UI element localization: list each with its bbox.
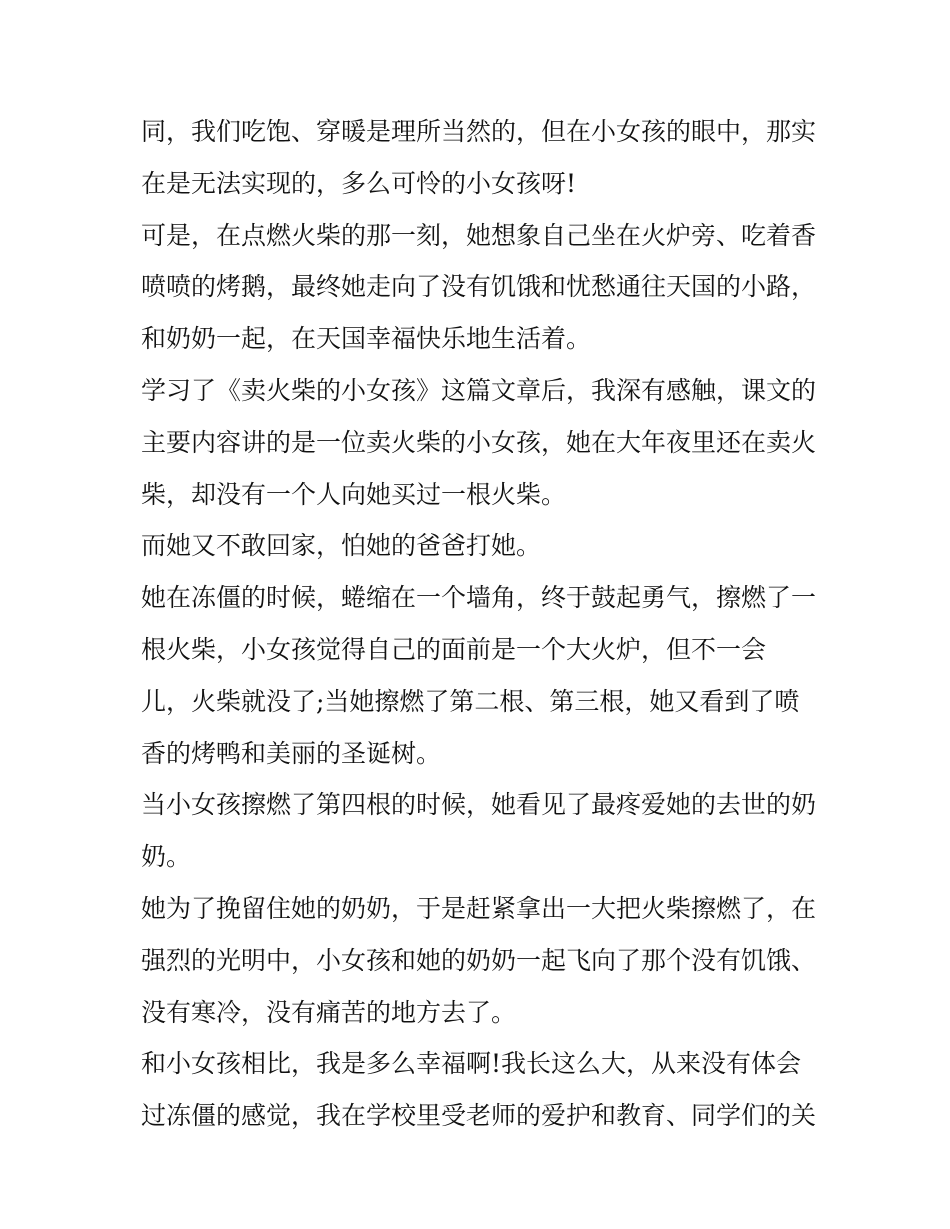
text-line: 儿，火柴就没了;当她擦燃了第二根、第三根，她又看到了喷	[141, 686, 800, 716]
text-line: 而她又不敢回家，怕她的爸爸打她。	[141, 531, 542, 561]
text-line: 学习了《卖火柴的小女孩》这篇文章后，我深有感触，课文的	[141, 375, 817, 405]
text-line: 可是，在点燃火柴的那一刻，她想象自己坐在火炉旁、吃着香	[141, 220, 817, 250]
text-line: 她在冻僵的时候，蜷缩在一个墙角，终于鼓起勇气，擦燃了一	[141, 583, 817, 613]
text-line: 在是无法实现的，多么可怜的小女孩呀!	[141, 168, 577, 198]
text-line: 和小女孩相比，我是多么幸福啊!我长这么大，从来没有体会	[141, 1049, 802, 1079]
text-line: 和奶奶一起，在天国幸福快乐地生活着。	[141, 324, 592, 354]
text-line: 柴，却没有一个人向她买过一根火柴。	[141, 479, 567, 509]
text-line: 根火柴，小女孩觉得自己的面前是一个大火炉，但不一会	[141, 634, 767, 664]
text-line: 奶。	[141, 842, 192, 872]
text-line: 过冻僵的感觉，我在学校里受老师的爱护和教育、同学们的关	[141, 1101, 817, 1131]
text-line: 主要内容讲的是一位卖火柴的小女孩，她在大年夜里还在卖火	[141, 427, 817, 457]
text-line: 强烈的光明中，小女孩和她的奶奶一起飞向了那个没有饥饿、	[141, 945, 817, 975]
text-line: 香的烤鸭和美丽的圣诞树。	[141, 738, 442, 768]
text-line: 当小女孩擦燃了第四根的时候，她看见了最疼爱她的去世的奶	[141, 790, 817, 820]
text-line: 没有寒冷，没有痛苦的地方去了。	[141, 997, 517, 1027]
text-line: 她为了挽留住她的奶奶，于是赶紧拿出一大把火柴擦燃了，在	[141, 893, 817, 923]
text-line: 喷喷的烤鹅，最终她走向了没有饥饿和忧愁通往天国的小路，	[141, 272, 817, 302]
essay-body	[141, 106, 821, 1142]
text-line: 同，我们吃饱、穿暖是理所当然的，但在小女孩的眼中，那实	[141, 117, 817, 146]
